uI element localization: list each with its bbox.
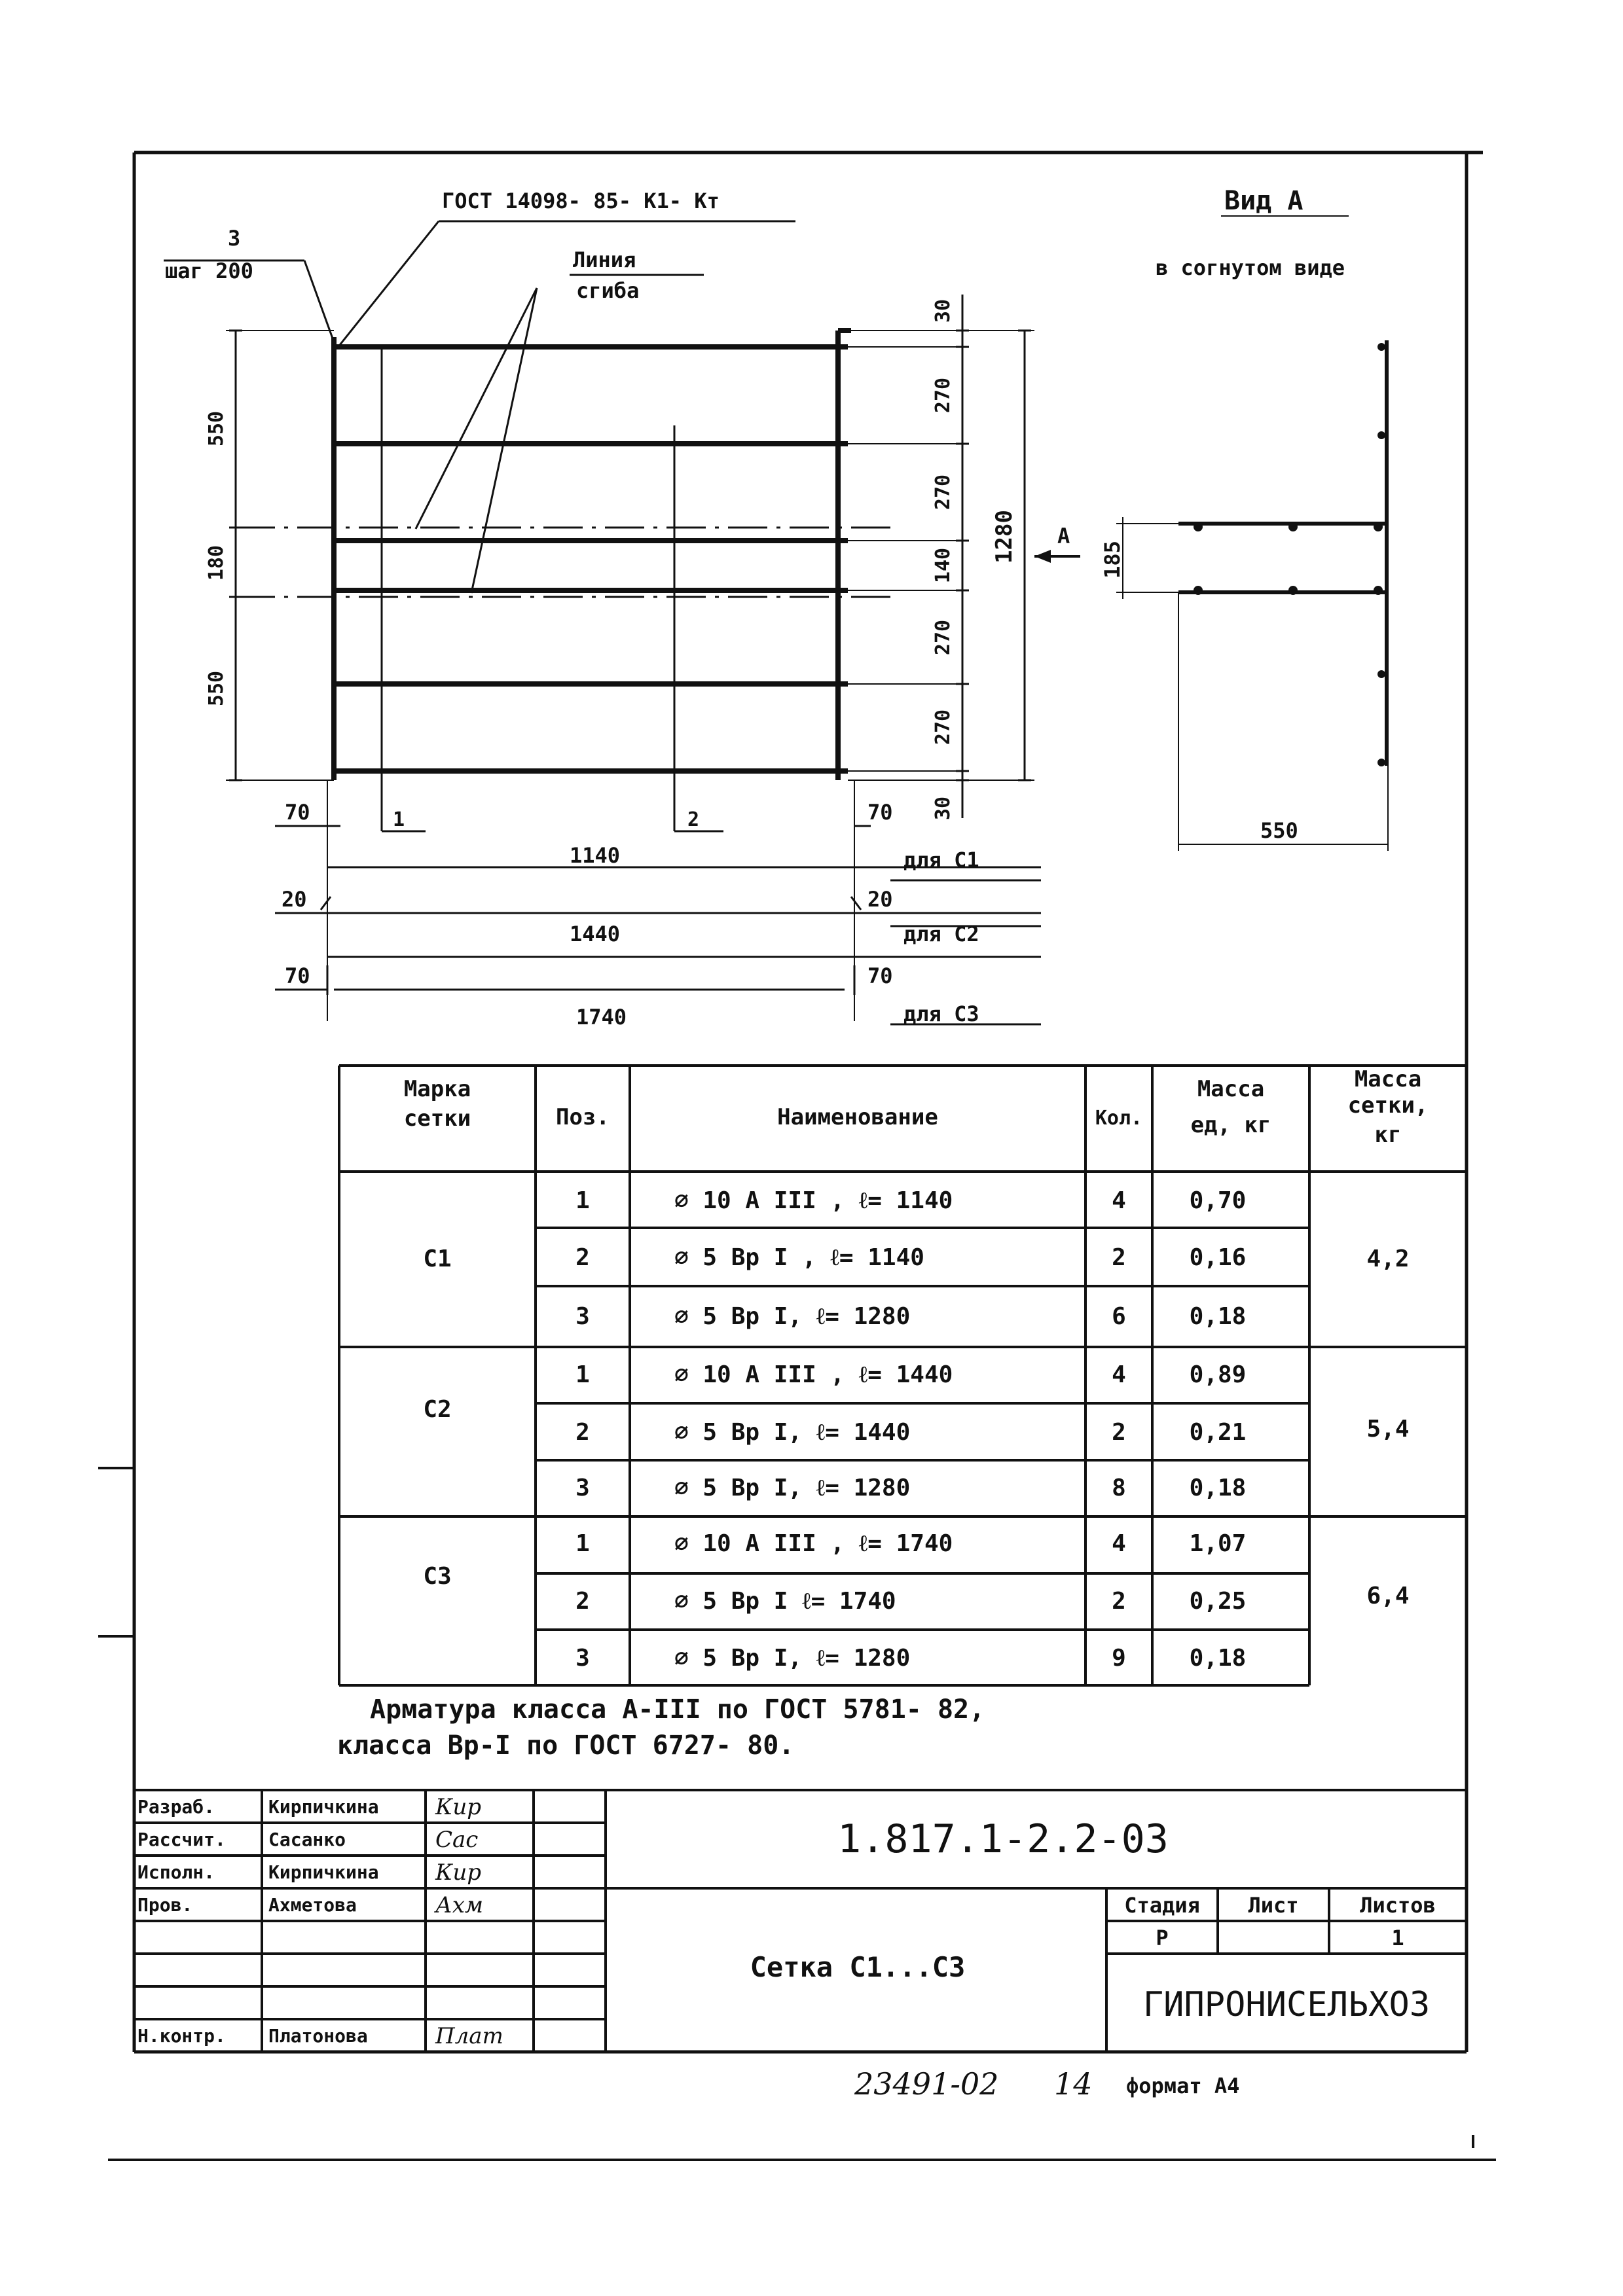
view-a-height: 185 <box>1100 541 1125 579</box>
group-mass-c2: 5,4 <box>1366 1416 1410 1443</box>
c2-side-right: 20 <box>867 887 893 912</box>
table-cell-name: ⌀ 10 А III , ℓ= 1140 <box>674 1187 953 1214</box>
dim-total-height: 1280 <box>991 510 1017 564</box>
table-cell-unit: 0,18 <box>1189 1645 1247 1672</box>
group-mass-c3: 6,4 <box>1366 1583 1410 1609</box>
table-cell-name: ⌀ 5 Вр I ℓ= 1740 <box>674 1588 896 1615</box>
table-cell-unit: 0,18 <box>1189 1475 1247 1501</box>
header-mesh-mass-1: Масса <box>1354 1066 1422 1092</box>
note-line-2: класса Вр-I по ГОСТ 6727- 80. <box>337 1731 795 1761</box>
dim-right-2: 270 <box>932 377 955 414</box>
bend-line-label-2: сгиба <box>576 278 640 303</box>
name-executor: Кирпичкина <box>268 1861 379 1883</box>
view-a-title: Вид А <box>1224 186 1304 216</box>
dim-left-3: 550 <box>205 670 228 707</box>
header-pos: Поз. <box>556 1104 610 1130</box>
notes <box>337 1695 985 1761</box>
header-mesh-mass-2: сетки, <box>1347 1092 1429 1119</box>
c2-length: 1440 <box>570 922 621 946</box>
leader-lines <box>164 221 795 831</box>
table-cell-unit: 0,70 <box>1189 1187 1247 1214</box>
c1-label: для С1 <box>903 848 979 872</box>
table-cell-name: ⌀ 5 Вр I, ℓ= 1280 <box>674 1645 911 1672</box>
table-cell-unit: 0,89 <box>1189 1361 1247 1388</box>
table-cell-qty: 4 <box>1112 1187 1126 1214</box>
stage-header: Стадия <box>1124 1893 1200 1918</box>
left-dimension-chain <box>229 331 242 780</box>
name-calculator: Сасанко <box>268 1829 346 1850</box>
dim-right-7: 30 <box>932 796 955 821</box>
header-mark-2: сетки <box>403 1105 471 1132</box>
dim-right-4: 140 <box>932 547 955 584</box>
stage-value: Р <box>1156 1926 1169 1950</box>
role-executor: Исполн. <box>137 1861 215 1883</box>
pos-label-2: 2 <box>687 808 700 831</box>
view-a-subtitle: в согнутом виде <box>1156 255 1345 280</box>
extension-lines <box>226 331 1034 1021</box>
table-cell-pos: 3 <box>575 1303 590 1330</box>
table-cell-qty: 2 <box>1112 1588 1126 1615</box>
table-cell-name: ⌀ 5 Вр I , ℓ= 1140 <box>674 1244 924 1271</box>
bend-line-label-1: Линия <box>573 247 636 272</box>
signature: Плат <box>435 2023 503 2049</box>
footer <box>854 2066 1239 2102</box>
c1-length: 1140 <box>570 843 621 868</box>
signature: Кир <box>435 1859 481 1886</box>
pos-label-1: 1 <box>393 808 405 831</box>
pitch-number: 3 <box>228 226 241 251</box>
table-cell-name: ⌀ 10 А III , ℓ= 1740 <box>674 1530 953 1557</box>
header-qty: Кол. <box>1095 1107 1143 1130</box>
dim-right-6: 270 <box>932 709 955 745</box>
header-unit-mass-1: Масса <box>1197 1076 1265 1102</box>
sheets-header: Листов <box>1360 1893 1436 1918</box>
dim-right-5: 270 <box>932 619 955 656</box>
table-cell-pos: 1 <box>575 1361 590 1388</box>
table-cell-unit: 0,16 <box>1189 1244 1247 1271</box>
view-a-bar-dots <box>1194 343 1385 766</box>
spec-table-header <box>404 1066 1429 1148</box>
transverse-bars <box>334 331 851 780</box>
view-a <box>1034 216 1388 851</box>
view-a-width: 550 <box>1260 818 1298 843</box>
role-checker: Пров. <box>137 1894 193 1916</box>
table-cell-name: ⌀ 5 Вр I, ℓ= 1440 <box>674 1419 911 1446</box>
overall-dim-labels <box>282 800 979 1030</box>
view-a-dimensions <box>1116 216 1388 851</box>
note-line-1: Арматура класса А-III по ГОСТ 5781- 82, <box>370 1695 985 1725</box>
footer-format: формат А4 <box>1126 2073 1240 2098</box>
signature: Кир <box>435 1794 481 1820</box>
table-cell-pos: 1 <box>575 1530 590 1557</box>
table-cell-pos: 3 <box>575 1475 590 1501</box>
c3-length: 1740 <box>576 1005 627 1030</box>
role-developer: Разраб. <box>137 1796 215 1818</box>
organization: ГИПРОНИСЕЛЬХОЗ <box>1142 1985 1431 2024</box>
pitch-label: шаг 200 <box>165 259 253 283</box>
view-a-arrow <box>1034 550 1080 563</box>
table-cell-qty: 9 <box>1112 1645 1126 1672</box>
footer-page: 14 <box>1054 2066 1093 2102</box>
header-mark-1: Марка <box>403 1076 471 1102</box>
spec-table-body <box>423 1187 1409 1672</box>
dim-right-3: 270 <box>932 474 955 511</box>
view-a-section <box>1178 340 1388 766</box>
table-cell-pos: 2 <box>575 1244 590 1271</box>
table-cell-qty: 6 <box>1112 1303 1126 1330</box>
signature: Ахм <box>435 1892 484 1918</box>
group-mark-c3: С3 <box>423 1563 452 1590</box>
table-cell-qty: 2 <box>1112 1419 1126 1446</box>
table-cell-name: ⌀ 5 Вр I, ℓ= 1280 <box>674 1303 911 1330</box>
header-name: Наименование <box>777 1104 938 1130</box>
table-cell-qty: 8 <box>1112 1475 1126 1501</box>
c3-side: 70 <box>285 963 310 988</box>
table-cell-unit: 0,21 <box>1189 1419 1247 1446</box>
table-cell-qty: 4 <box>1112 1530 1126 1557</box>
signature: Сас <box>435 1827 479 1853</box>
c2-label: для С2 <box>903 922 979 946</box>
c1-side-right: 70 <box>867 800 893 825</box>
dim-right-1: 30 <box>932 298 955 323</box>
table-cell-unit: 1,07 <box>1189 1530 1247 1557</box>
sheets-value: 1 <box>1391 1926 1404 1950</box>
name-checker: Ахметова <box>268 1894 357 1916</box>
table-cell-pos: 2 <box>575 1419 590 1446</box>
table-cell-name: ⌀ 5 Вр I, ℓ= 1280 <box>674 1475 911 1501</box>
name-developer: Кирпичкина <box>268 1796 379 1818</box>
sheet-header: Лист <box>1248 1893 1299 1918</box>
c2-side: 20 <box>282 887 307 912</box>
view-arrow-label: А <box>1057 524 1070 548</box>
c1-side: 70 <box>285 800 310 825</box>
header-unit-mass-2: ед, кг <box>1190 1112 1271 1138</box>
dim-left-1: 550 <box>205 410 228 447</box>
dim-left-2: 180 <box>205 545 228 581</box>
group-mass-c1: 4,2 <box>1366 1246 1410 1272</box>
header-mesh-mass-3: кг <box>1374 1122 1402 1148</box>
table-cell-name: ⌀ 10 А III , ℓ= 1440 <box>674 1361 953 1388</box>
role-norm-control: Н.контр. <box>137 2025 226 2047</box>
table-cell-unit: 0,18 <box>1189 1303 1247 1330</box>
table-cell-qty: 2 <box>1112 1244 1126 1271</box>
group-mark-c1: С1 <box>423 1246 452 1272</box>
table-cell-pos: 3 <box>575 1645 590 1672</box>
footer-number: 23491-02 <box>854 2066 999 2102</box>
standard-label: ГОСТ 14098- 85- К1- Кт <box>442 188 720 213</box>
table-cell-unit: 0,25 <box>1189 1588 1247 1615</box>
table-cell-pos: 2 <box>575 1588 590 1615</box>
name-norm-control: Платонова <box>268 2025 368 2047</box>
group-mark-c2: С2 <box>423 1396 452 1423</box>
main-bars <box>334 347 848 771</box>
c3-label: для С3 <box>903 1001 979 1026</box>
table-cell-pos: 1 <box>575 1187 590 1214</box>
doc-title: Сетка С1...С3 <box>750 1951 966 1983</box>
doc-code: 1.817.1-2.2-03 <box>837 1816 1169 1862</box>
c3-side-right: 70 <box>867 963 893 988</box>
role-calculator: Рассчит. <box>137 1829 226 1850</box>
table-cell-qty: 4 <box>1112 1361 1126 1388</box>
